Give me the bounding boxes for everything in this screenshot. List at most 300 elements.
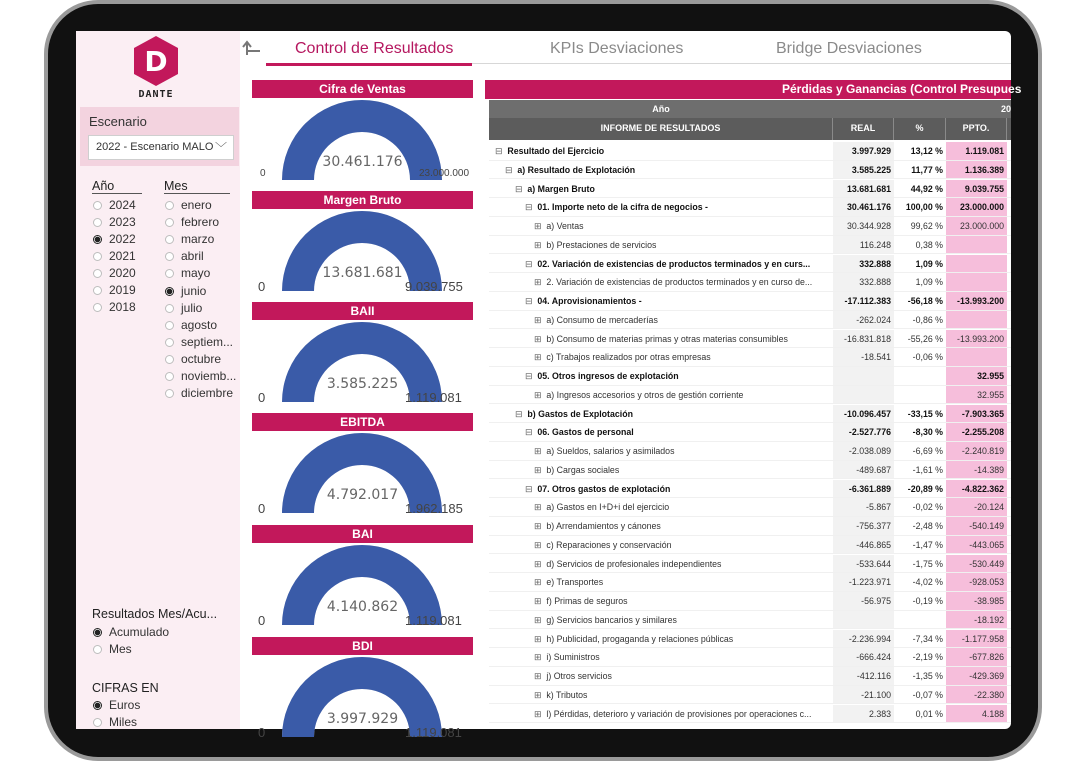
row-label-text: a) Ventas — [546, 221, 584, 231]
expand-icon[interactable]: ⊞ — [534, 314, 542, 325]
cell-real — [833, 386, 894, 404]
results-mode-title: Resultados Mes/Acu... — [92, 607, 218, 621]
table-row — [489, 611, 1011, 630]
cell-pct: -1,47 % — [912, 539, 943, 550]
row-label — [534, 273, 829, 291]
header-real[interactable]: REAL — [833, 118, 894, 140]
gauge-max: 1.962.185 — [405, 501, 463, 516]
table-row — [489, 442, 1011, 461]
month-option-label: junio — [181, 283, 207, 298]
figures-unit-option-label: Euros — [109, 698, 141, 712]
cell-pct: -0,06 % — [912, 352, 943, 363]
gauge-value: 30.461.176 — [322, 154, 403, 170]
row-label-text: l) Pérdidas, deterioro y variación de provisiones por operaciones c... — [546, 708, 812, 719]
row-label-text: b) Arrendamientos y cánones — [546, 521, 661, 531]
row-label — [534, 555, 829, 573]
row-label — [534, 648, 829, 666]
gauge-min: 0 — [258, 725, 266, 740]
row-label-text: a) Ingresos accesorios y otros de gestión corriente — [546, 389, 744, 400]
cell-ppto — [946, 348, 1007, 366]
cell-real: 332.888 — [833, 255, 894, 273]
month-option-label: diciembre — [181, 386, 234, 401]
table-row — [489, 555, 1011, 574]
gauge-title: EBITDA — [252, 413, 473, 431]
gauge-chart — [252, 435, 473, 515]
radio-icon[interactable] — [165, 389, 174, 398]
year-option-label: 2018 — [109, 300, 136, 314]
row-label-text: 07. Otros gastos de explotación — [537, 483, 671, 494]
expand-icon[interactable]: ⊞ — [534, 502, 542, 513]
collapse-icon[interactable]: ⊟ — [525, 258, 533, 269]
row-label-text: b) Prestaciones de servicios — [546, 239, 657, 250]
table-row — [489, 236, 1011, 255]
radio-icon[interactable] — [93, 286, 102, 295]
row-label-text: c) Reparaciones y conservación — [546, 539, 672, 550]
chevron-down-icon: ﹀ — [214, 141, 227, 155]
table-row — [489, 330, 1011, 349]
radio-icon[interactable] — [165, 235, 174, 244]
table-row — [489, 198, 1011, 217]
expand-icon[interactable]: ⊞ — [534, 596, 542, 606]
tab-kpis-desviaciones[interactable]: KPIs Desviaciones — [550, 40, 684, 57]
cell-real: -18.541 — [833, 348, 894, 366]
results-mode-option[interactable] — [93, 642, 132, 656]
gauge-max: 23.000.000 — [419, 168, 470, 179]
month-option[interactable] — [165, 301, 202, 315]
cell-pct: 1,09 % — [915, 277, 943, 288]
month-option-label: febrero — [181, 215, 220, 230]
expand-icon[interactable]: ⊞ — [534, 277, 542, 288]
radio-icon[interactable] — [93, 201, 102, 210]
gauge-title: BAI — [252, 525, 473, 543]
cell-real: -2.527.776 — [833, 423, 894, 441]
cell-pct: -0,19 % — [912, 596, 943, 606]
year-option[interactable] — [93, 232, 136, 246]
gauge-value: 4.140.862 — [326, 599, 399, 615]
year-option[interactable] — [93, 215, 136, 229]
collapse-icon[interactable]: ⊟ — [495, 146, 503, 156]
cell-ppto: -14.389 — [946, 461, 1007, 479]
row-label — [525, 367, 829, 385]
month-option-label: agosto — [181, 317, 218, 332]
cell-real: 332.888 — [833, 273, 894, 291]
filter-sidebar — [76, 31, 240, 729]
table-row — [489, 536, 1011, 555]
cell-ppto: 23.000.000 — [946, 217, 1007, 235]
cell-pct: -1,75 % — [912, 558, 943, 569]
cell-pct: -2,48 % — [912, 521, 943, 531]
gauge-min: 0 — [258, 613, 266, 628]
row-label — [515, 180, 829, 198]
results-mode-option-label: Acumulado — [109, 625, 170, 639]
cell-real: -56.975 — [833, 592, 894, 610]
radio-icon[interactable] — [165, 372, 174, 381]
row-label-text: Resultado del Ejercicio — [507, 146, 605, 156]
year-option[interactable] — [93, 300, 136, 314]
table-row — [489, 667, 1011, 686]
expand-icon[interactable]: ⊞ — [534, 708, 542, 719]
table-row — [489, 292, 1011, 311]
results-mode-option-label: Mes — [109, 642, 132, 656]
cell-ppto: 23.000.000 — [946, 198, 1007, 216]
month-option[interactable] — [165, 386, 233, 400]
cell-ppto: -22.380 — [946, 686, 1007, 704]
collapse-icon[interactable]: ⊟ — [525, 427, 533, 438]
cell-real: -262.024 — [833, 311, 894, 329]
month-option-label: enero — [181, 198, 212, 212]
radio-icon[interactable] — [93, 269, 102, 278]
row-label — [534, 536, 829, 554]
row-label-text: 2. Variación de existencias de productos terminados y en curso de... — [546, 277, 813, 288]
gauge-max: 1.119.081 — [405, 613, 462, 628]
svg-text:D: D — [144, 45, 168, 78]
year-option-label: 2019 — [109, 283, 136, 297]
cell-real: -756.377 — [833, 517, 894, 535]
expand-icon[interactable]: ⊞ — [534, 239, 542, 250]
cell-ppto: -7.903.365 — [946, 405, 1007, 423]
row-label — [534, 461, 829, 479]
gauge-max: 1.119.081 — [405, 725, 462, 740]
header-pct[interactable]: % — [894, 118, 946, 140]
table-row — [489, 461, 1011, 480]
radio-icon[interactable] — [165, 269, 174, 278]
cell-real: -2.236.994 — [833, 630, 894, 648]
cell-ppto: 1.136.389 — [946, 161, 1007, 179]
month-option-label: octubre — [181, 351, 222, 366]
row-label — [534, 705, 829, 723]
table-header-year-row — [489, 100, 1011, 118]
row-label — [534, 611, 829, 629]
tab-divider — [472, 63, 1011, 64]
month-option[interactable] — [165, 215, 219, 229]
gauge-chart — [252, 324, 473, 404]
logo-name: DANTE — [138, 89, 174, 100]
row-label-text: a) Gastos en I+D+i del ejercicio — [546, 502, 670, 513]
expand-icon[interactable]: ⊞ — [534, 389, 542, 400]
table-row — [489, 273, 1011, 292]
gauge-min: 0 — [258, 501, 266, 516]
table-row — [489, 217, 1011, 236]
month-option-label: julio — [181, 300, 203, 315]
gauge-chart — [252, 659, 473, 739]
table-row — [489, 367, 1011, 386]
collapse-icon[interactable]: ⊟ — [515, 408, 523, 419]
radio-icon[interactable] — [165, 218, 174, 227]
radio-icon[interactable] — [93, 718, 102, 727]
gauge-chart — [252, 102, 473, 182]
cell-ppto: -429.369 — [946, 667, 1007, 685]
month-option-label: septiem... — [181, 334, 234, 349]
cell-pct: -55,26 % — [907, 333, 943, 344]
expand-icon[interactable]: ⊞ — [534, 671, 542, 681]
expand-icon[interactable]: ⊞ — [534, 333, 542, 344]
cell-real — [833, 611, 894, 629]
month-option[interactable] — [165, 232, 214, 246]
expand-icon[interactable]: ⊞ — [534, 221, 542, 231]
row-label — [534, 330, 829, 348]
month-option[interactable] — [165, 249, 204, 263]
gauge-max: 1.119.081 — [405, 390, 462, 405]
cell-ppto — [946, 311, 1007, 329]
collapse-icon[interactable]: ⊟ — [525, 296, 533, 306]
row-label-text: 02. Variación de existencias de productos terminados y en curs... — [537, 258, 811, 269]
cell-pct: -1,35 % — [912, 671, 943, 681]
figures-unit-option[interactable] — [93, 715, 137, 729]
row-label-text: c) Trabajos realizados por otras empresas — [546, 352, 711, 363]
radio-icon[interactable] — [93, 235, 102, 244]
cell-ppto — [946, 236, 1007, 254]
cell-pct: -0,86 % — [912, 314, 943, 325]
expand-icon[interactable]: ⊞ — [534, 464, 542, 475]
row-label-text: b) Cargas sociales — [546, 464, 620, 475]
cell-pct: -1,61 % — [912, 464, 943, 475]
cell-real: -533.644 — [833, 555, 894, 573]
year-option[interactable] — [93, 198, 136, 212]
table-row — [489, 648, 1011, 667]
header-year-value: 20 — [1000, 104, 1011, 114]
year-filter-title: Año — [92, 179, 142, 194]
back-arrow-icon[interactable] — [242, 39, 262, 57]
expand-icon[interactable]: ⊞ — [534, 446, 542, 456]
cell-pct: -4,02 % — [912, 577, 943, 588]
cell-pct — [894, 386, 946, 404]
cell-pct: 11,77 % — [911, 164, 943, 175]
cell-real: -489.687 — [833, 461, 894, 479]
table-row — [489, 311, 1011, 330]
cell-ppto — [946, 255, 1007, 273]
cell-pct: -0,02 % — [912, 502, 943, 513]
tab-bridge-desviaciones[interactable]: Bridge Desviaciones — [776, 40, 922, 57]
row-label-text: a) Margen Bruto — [527, 183, 595, 194]
month-option-label: mayo — [181, 266, 211, 281]
expand-icon[interactable]: ⊞ — [534, 614, 542, 625]
year-option[interactable] — [93, 266, 136, 280]
table-row — [489, 142, 1011, 161]
dante-logo-icon — [133, 35, 179, 87]
gauge-chart — [252, 213, 473, 293]
cell-ppto: -13.993.200 — [946, 330, 1007, 348]
collapse-icon[interactable]: ⊟ — [525, 371, 533, 381]
cell-ppto: -540.149 — [946, 517, 1007, 535]
expand-icon[interactable]: ⊞ — [534, 352, 542, 363]
row-label — [525, 198, 829, 216]
month-option[interactable] — [165, 369, 236, 383]
header-ppto[interactable]: PPTO. — [946, 118, 1007, 140]
gauge-chart — [252, 547, 473, 627]
radio-icon[interactable] — [93, 701, 102, 710]
collapse-icon[interactable]: ⊟ — [515, 183, 523, 194]
cell-real: 13.681.681 — [833, 180, 894, 198]
cell-pct: -2,19 % — [912, 652, 943, 663]
expand-icon[interactable]: ⊞ — [534, 577, 542, 588]
cell-ppto: -38.985 — [946, 592, 1007, 610]
scenario-dropdown[interactable] — [88, 135, 234, 160]
month-option[interactable] — [165, 198, 212, 212]
radio-icon[interactable] — [165, 252, 174, 261]
cell-pct: 0,38 % — [915, 239, 943, 250]
table-row — [489, 161, 1011, 180]
radio-icon[interactable] — [165, 338, 174, 347]
table-row — [489, 592, 1011, 611]
row-label — [495, 142, 829, 160]
cell-real: -666.424 — [833, 648, 894, 666]
cell-ppto: 32.955 — [946, 386, 1007, 404]
row-label — [534, 667, 829, 685]
cell-pct: -8,30 % — [912, 427, 943, 438]
table-row — [489, 255, 1011, 274]
table-row — [489, 405, 1011, 424]
expand-icon[interactable]: ⊞ — [534, 633, 542, 644]
month-option[interactable] — [165, 318, 217, 332]
cell-ppto: 32.955 — [946, 367, 1007, 385]
cell-pct: 1,09 % — [915, 258, 943, 269]
scenario-selected-value: 2022 - Escenario MALO — [96, 141, 214, 153]
row-label — [534, 498, 829, 516]
cell-real: -17.112.383 — [833, 292, 894, 310]
figures-unit-option[interactable] — [93, 698, 140, 712]
cell-ppto: -2.240.819 — [946, 442, 1007, 460]
month-option[interactable] — [165, 284, 206, 298]
month-option[interactable] — [165, 335, 233, 349]
collapse-icon[interactable]: ⊟ — [525, 483, 533, 494]
expand-icon[interactable]: ⊞ — [534, 521, 542, 531]
gauge-value: 3.585.225 — [326, 376, 399, 392]
cell-real: -21.100 — [833, 686, 894, 704]
collapse-icon[interactable]: ⊟ — [505, 164, 513, 175]
row-label-text: e) Transportes — [546, 577, 604, 588]
results-mode-option[interactable] — [93, 625, 169, 639]
cell-ppto: -20.124 — [946, 498, 1007, 516]
collapse-icon[interactable]: ⊟ — [525, 202, 533, 213]
radio-icon[interactable] — [165, 304, 174, 313]
cell-ppto: -443.065 — [946, 536, 1007, 554]
year-option-label: 2020 — [109, 266, 136, 280]
row-label-text: d) Servicios de profesionales independientes — [546, 558, 722, 569]
row-label — [515, 405, 829, 423]
cell-ppto: -677.826 — [946, 648, 1007, 666]
radio-icon[interactable] — [165, 321, 174, 330]
expand-icon[interactable]: ⊞ — [534, 539, 542, 550]
expand-icon[interactable]: ⊞ — [534, 652, 542, 663]
gauge-min: 0 — [260, 168, 266, 179]
month-option[interactable] — [165, 352, 221, 366]
gauge-title: Cifra de Ventas — [252, 80, 473, 98]
cell-real: 116.248 — [833, 236, 894, 254]
cell-pct: 99,62 % — [910, 221, 943, 231]
table-row — [489, 517, 1011, 536]
row-label — [534, 311, 829, 329]
cell-real: 2.383 — [833, 705, 894, 723]
radio-icon[interactable] — [165, 287, 174, 296]
table-row — [489, 180, 1011, 199]
row-label-text: k) Tributos — [546, 689, 588, 700]
row-label-text: b) Consumo de materias primas y otras materias consumibles — [546, 333, 788, 344]
scenario-label: Escenario — [89, 114, 147, 129]
table-row — [489, 348, 1011, 367]
year-option-label: 2024 — [109, 198, 136, 212]
row-label — [525, 423, 829, 441]
header-year-label: Año — [652, 104, 670, 114]
cell-real: -5.867 — [833, 498, 894, 516]
month-option[interactable] — [165, 266, 210, 280]
row-label-text: i) Suministros — [546, 652, 600, 663]
row-label-text: j) Otros servicios — [546, 671, 612, 681]
row-label — [525, 480, 829, 498]
gauge-min: 0 — [258, 390, 266, 405]
cell-ppto: -4.822.362 — [946, 480, 1007, 498]
radio-icon[interactable] — [93, 645, 102, 654]
cell-ppto: 1.119.081 — [946, 142, 1007, 160]
cell-pct: -7,34 % — [912, 633, 943, 644]
expand-icon[interactable]: ⊞ — [534, 558, 542, 569]
gauge-min: 0 — [258, 279, 266, 294]
cell-pct: -20,89 % — [907, 483, 943, 494]
cell-real — [833, 367, 894, 385]
cell-real: -2.038.089 — [833, 442, 894, 460]
cell-pct — [894, 611, 946, 629]
table-header-columns-row — [489, 118, 1011, 140]
dashboard-screen — [76, 31, 1022, 740]
radio-icon[interactable] — [165, 201, 174, 210]
cell-ppto: 9.039.755 — [946, 180, 1007, 198]
tab-control-resultados[interactable]: Control de Resultados — [295, 40, 454, 57]
gauge-value: 3.997.929 — [326, 711, 399, 727]
cell-real: -412.116 — [833, 667, 894, 685]
cell-ppto: -530.449 — [946, 555, 1007, 573]
table-row — [489, 423, 1011, 442]
year-option-label: 2021 — [109, 249, 136, 263]
radio-icon[interactable] — [93, 218, 102, 227]
radio-icon[interactable] — [93, 628, 102, 637]
row-label — [534, 236, 829, 254]
row-label-text: a) Resultado de Explotación — [517, 164, 636, 175]
table-row — [489, 498, 1011, 517]
expand-icon[interactable]: ⊞ — [534, 689, 542, 700]
cell-pct: -56,18 % — [907, 296, 943, 306]
gauge-value: 13.681.681 — [322, 265, 403, 281]
table-row — [489, 386, 1011, 405]
figures-unit-title: CIFRAS EN — [92, 681, 159, 695]
row-label-text: a) Consumo de mercaderías — [546, 314, 658, 325]
radio-icon[interactable] — [93, 252, 102, 261]
active-tab-indicator — [266, 63, 472, 66]
pl-table-title-text: Pérdidas y Ganancias (Control Presupues — [782, 82, 1022, 96]
cell-ppto — [946, 273, 1007, 291]
radio-icon[interactable] — [93, 303, 102, 312]
row-label — [534, 386, 829, 404]
table-row — [489, 705, 1011, 724]
row-label — [534, 517, 829, 535]
row-label-text: h) Publicidad, progaganda y relaciones públicas — [546, 633, 734, 644]
row-label — [534, 442, 829, 460]
row-label-text: 05. Otros ingresos de explotación — [537, 371, 679, 381]
cell-pct: -33,15 % — [907, 408, 943, 419]
row-label — [534, 592, 829, 610]
month-option-label: marzo — [181, 232, 215, 247]
row-label-text: 04. Aprovisionamientos - — [537, 296, 642, 306]
radio-icon[interactable] — [165, 355, 174, 364]
cell-pct: 100,00 % — [905, 202, 943, 213]
year-option[interactable] — [93, 249, 136, 263]
table-row — [489, 573, 1011, 592]
figures-unit-option-label: Miles — [109, 715, 138, 729]
table-row — [489, 686, 1011, 705]
cell-ppto: -2.255.208 — [946, 423, 1007, 441]
year-option-label: 2022 — [109, 232, 136, 246]
cell-ppto: -928.053 — [946, 573, 1007, 591]
cell-pct: 13,12 % — [910, 146, 943, 156]
year-option[interactable] — [93, 283, 136, 297]
